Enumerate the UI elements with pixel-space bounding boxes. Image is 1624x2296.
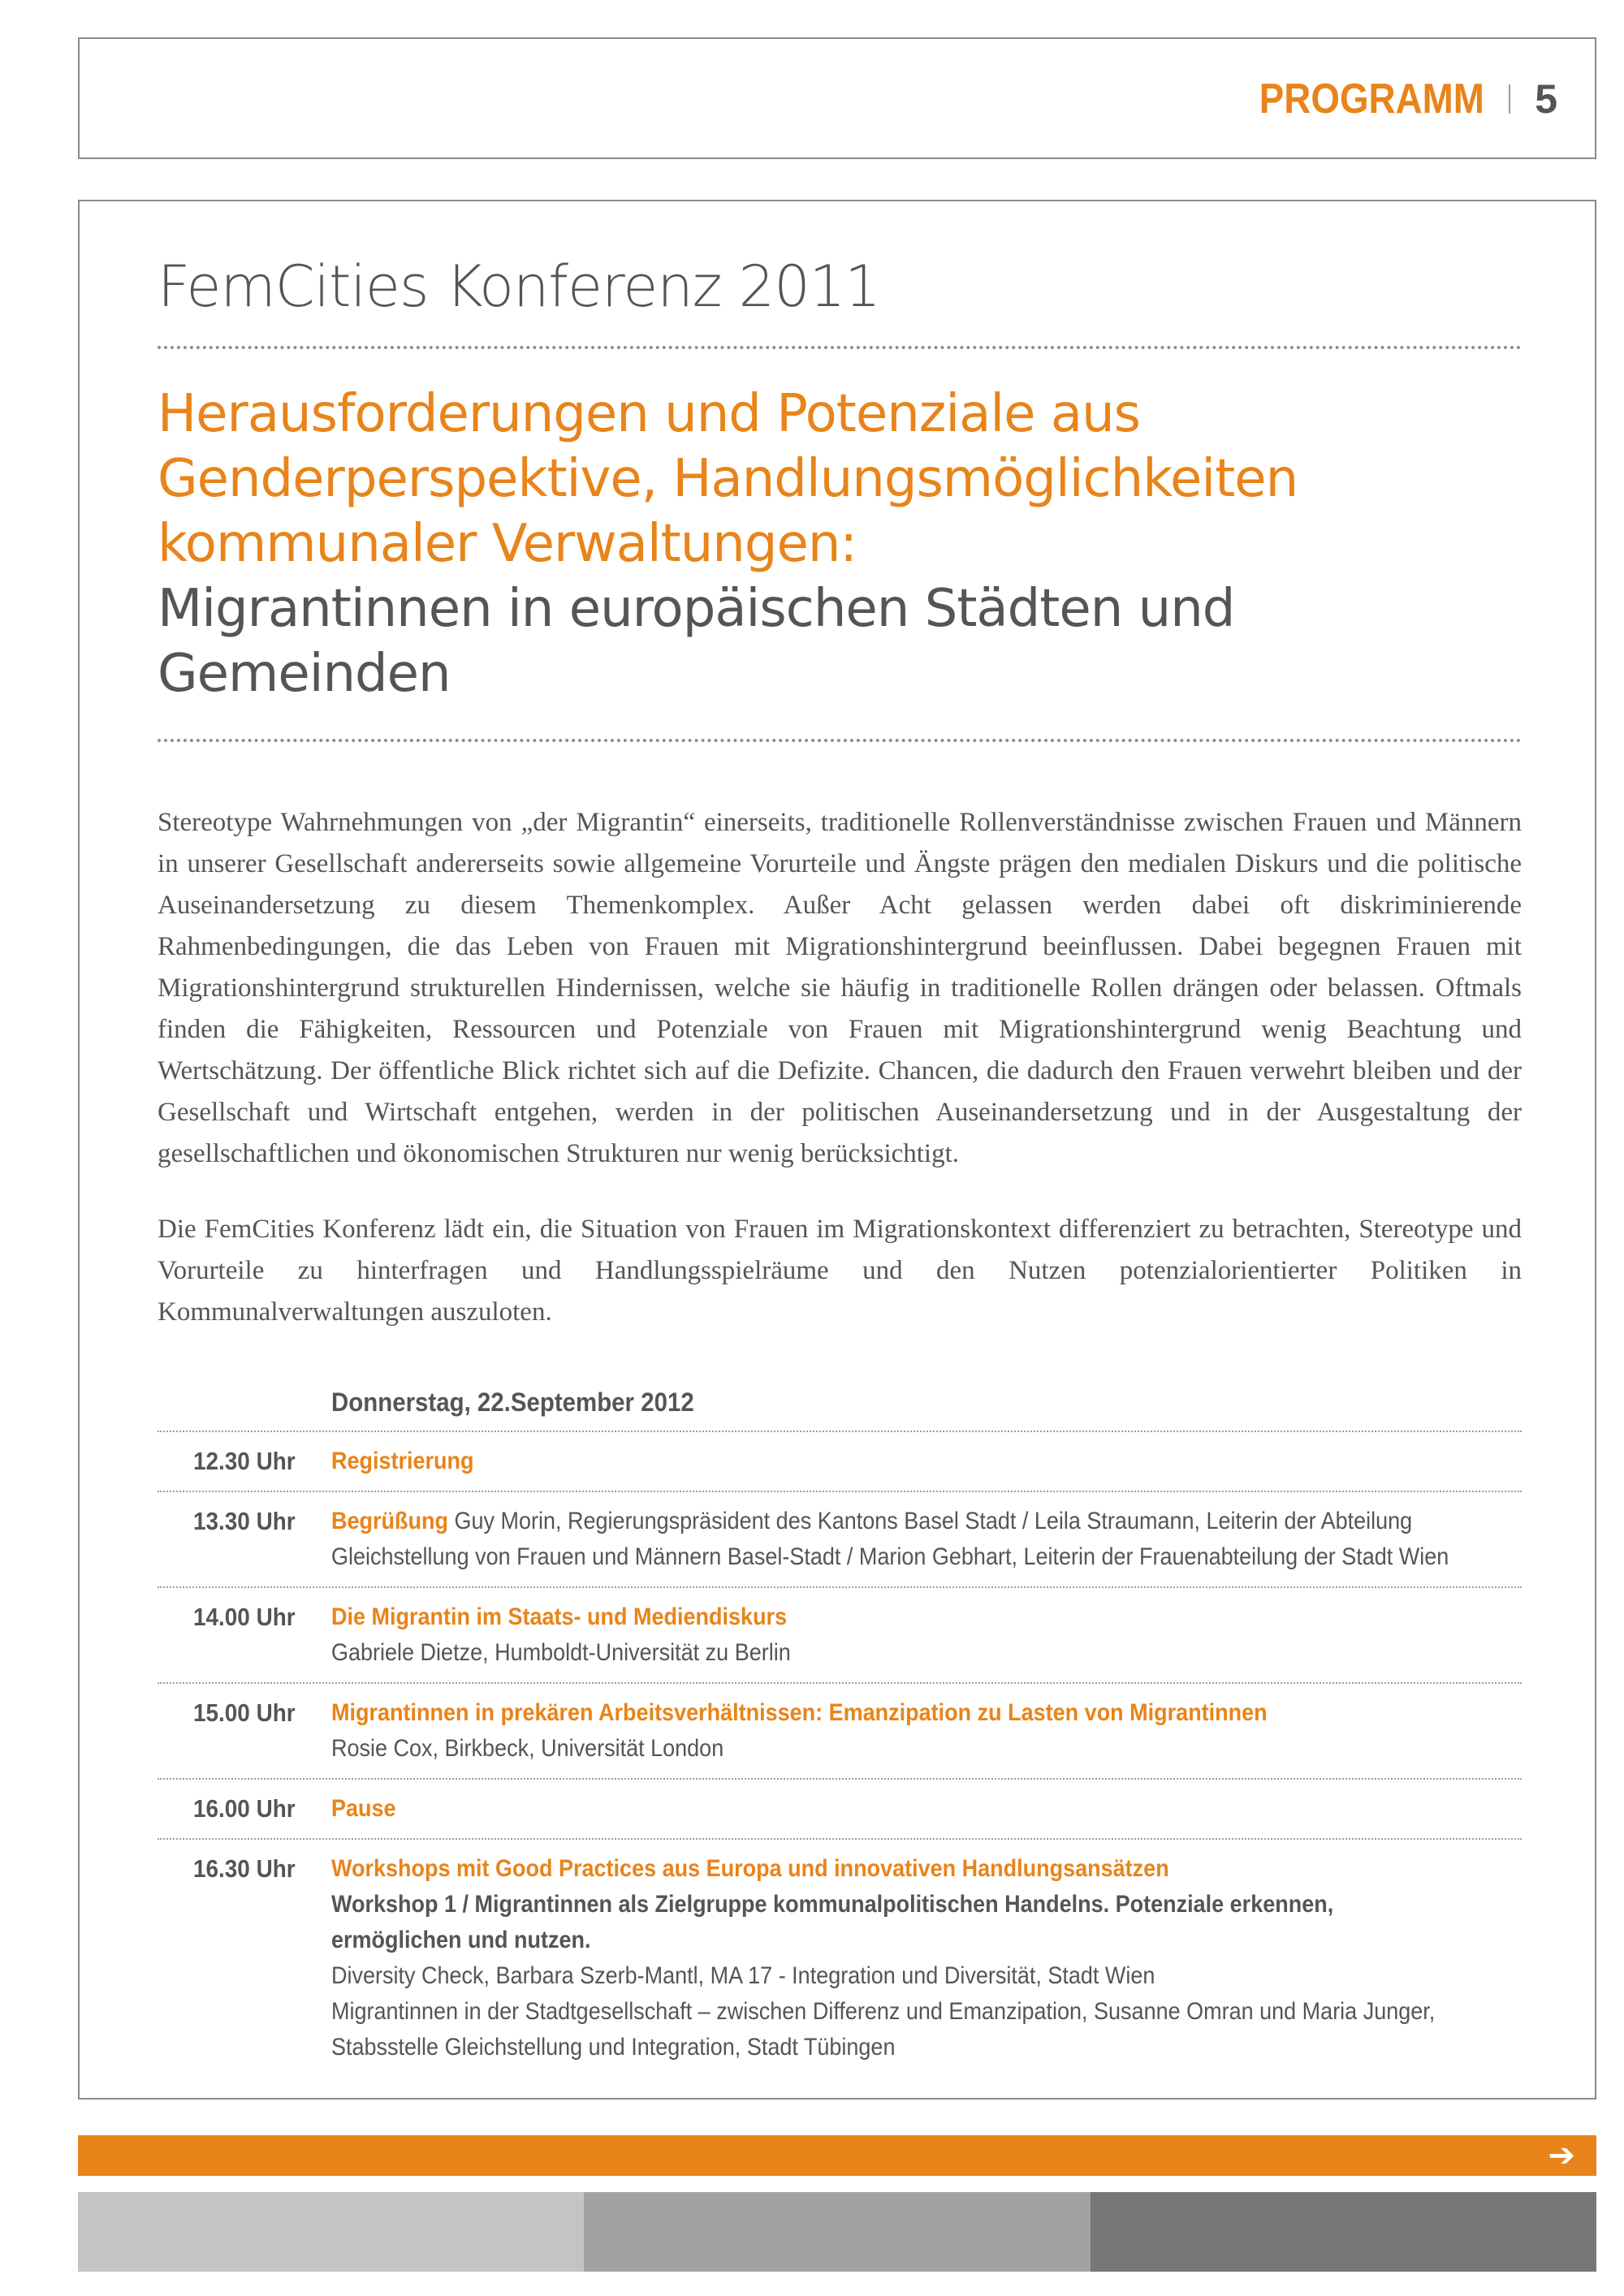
page-number: 5: [1535, 76, 1557, 122]
conference-title: FemCities Konferenz 2011: [158, 253, 880, 320]
schedule-description: [331, 1791, 1522, 1827]
schedule-description: [331, 1444, 1522, 1479]
section-label: PROGRAMM: [1259, 76, 1485, 123]
footer-bar-light: [78, 2192, 584, 2272]
schedule-date: Donnerstag, 22.September 2012: [331, 1388, 694, 1417]
workshop-title: Workshop 1 / Migrantinnen als Zielgruppe kommunalpolitischen Handelns. Potenziale erkennen,: [331, 1891, 1334, 1918]
headline: [158, 382, 1522, 706]
schedule-detail: Rosie Cox, Birkbeck, Universität London: [331, 1735, 724, 1762]
headline-line: Genderperspektive, Handlungsmöglichkeiten: [158, 449, 1298, 509]
schedule-time: 16.30 Uhr: [193, 1854, 296, 1883]
workshop-title: ermöglichen und nutzen.: [331, 1927, 591, 1953]
schedule-title: Die Migrantin im Staats- und Mediendiskurs: [331, 1603, 788, 1630]
schedule-title: Workshops mit Good Practices aus Europa und innovativen Handlungsansätzen: [331, 1855, 1169, 1882]
dotted-divider: [158, 739, 1522, 742]
schedule-row: [158, 1431, 1522, 1491]
schedule-title: Migrantinnen in prekären Arbeitsverhältnissen: Emanzipation zu Lasten von Migrantinnen: [331, 1699, 1268, 1726]
main-content-box: [78, 200, 1596, 2100]
schedule-description: [331, 1504, 1573, 1575]
schedule-row: [158, 1491, 1522, 1586]
schedule-inline-text: Guy Morin, Regierungspräsident des Kantons Basel Stadt / Leila Straumann, Leiterin der Abteilung: [447, 1508, 1413, 1534]
schedule-row: [158, 1586, 1522, 1682]
schedule-detail: Gleichstellung von Frauen und Männern Basel-Stadt / Marion Gebhart, Leiterin der Frauenabteilung der Stadt Wien: [331, 1543, 1449, 1570]
schedule-detail: Stabsstelle Gleichstellung und Integration, Stadt Tübingen: [331, 2034, 896, 2061]
schedule-detail: Gabriele Dietze, Humboldt-Universität zu Berlin: [331, 1639, 791, 1666]
header-box: [78, 37, 1596, 159]
schedule-row: [158, 1838, 1522, 2077]
schedule-description: [331, 1851, 1557, 2065]
headline-subline: Migrantinnen in europäischen Städten und: [158, 579, 1235, 639]
dotted-divider: [158, 346, 1522, 349]
schedule: [158, 1379, 1522, 2077]
headline-line: kommunaler Verwaltungen:: [158, 514, 857, 574]
schedule-description: [331, 1599, 1522, 1671]
schedule-time: 16.00 Uhr: [193, 1794, 296, 1823]
body-paragraph: Stereotype Wahrnehmungen von „der Migrantin“ einerseits, traditionelle Rollenverständnisse zwischen Frauen und Männern in unserer Gesellschaft andererseits sowie allgemeine Vorurteile und Ängste prägen den medialen Diskurs und die politische Auseinandersetzung zu diesem Themenkomplex. Außer Acht gelassen werden dabei oft diskriminierende Rahmenbedingungen, die das Leben von Frauen mit Migrationshintergrund beeinflussen. Dabei begegnen Frauen mit Migrationshintergrund strukturellen Hindernissen, welche sie häufig in traditionelle Rollen drängen oder belassen. Oftmals finden die Fähigkeiten, Ressourcen und Potenziale von Frauen mit Migrationshintergrund wenig Beachtung und Wertschätzung. Der öffentliche Blick richtet sich auf die Defizite. Chancen, die dadurch den Frauen verwehrt bleiben und der Gesellschaft und Wirtschaft entgehen, werden in der politischen Auseinandersetzung und in der Ausgestaltung der gesellschaftlichen und ökonomischen Strukturen nur wenig berücksichtigt.: [158, 808, 1522, 1168]
footer-bar-mid: [584, 2192, 1090, 2272]
schedule-time: 15.00 Uhr: [193, 1698, 296, 1727]
schedule-time: 13.30 Uhr: [193, 1507, 296, 1535]
schedule-description: [331, 1695, 1522, 1767]
body-text: [158, 802, 1522, 1333]
schedule-row: [158, 1778, 1522, 1838]
schedule-detail: Migrantinnen in der Stadtgesellschaft – zwischen Differenz und Emanzipation, Susanne Omran und Maria Junger,: [331, 1998, 1436, 2025]
schedule-title: Pause: [331, 1795, 396, 1822]
content: [158, 250, 1522, 1333]
schedule-title: Begrüßung: [331, 1508, 448, 1534]
arrow-right-icon[interactable]: ➔: [1548, 2137, 1575, 2174]
footer-bar-dark: [1091, 2192, 1596, 2272]
header-separator: [1509, 84, 1510, 114]
footer-bars: [78, 2192, 1596, 2272]
schedule-time: 14.00 Uhr: [193, 1603, 296, 1631]
next-page-bar[interactable]: [78, 2135, 1596, 2176]
schedule-row: [158, 1682, 1522, 1778]
headline-line: Herausforderungen und Potenziale aus: [158, 384, 1140, 444]
schedule-detail: Diversity Check, Barbara Szerb-Mantl, MA 17 - Integration und Diversität, Stadt Wien: [331, 1962, 1155, 1989]
schedule-time: 12.30 Uhr: [193, 1447, 296, 1475]
header-right: [1229, 76, 1557, 122]
headline-subline: Gemeinden: [158, 644, 451, 704]
body-paragraph: Die FemCities Konferenz lädt ein, die Situation von Frauen im Migrationskontext differenziert zu betrachten, Stereotype und Vorurteile zu hinterfragen und Handlungsspielräume und den Nutzen potenzialorientierter Politiken in Kommunalverwaltungen auszuloten.: [158, 1215, 1522, 1327]
schedule-title: Registrierung: [331, 1448, 474, 1474]
